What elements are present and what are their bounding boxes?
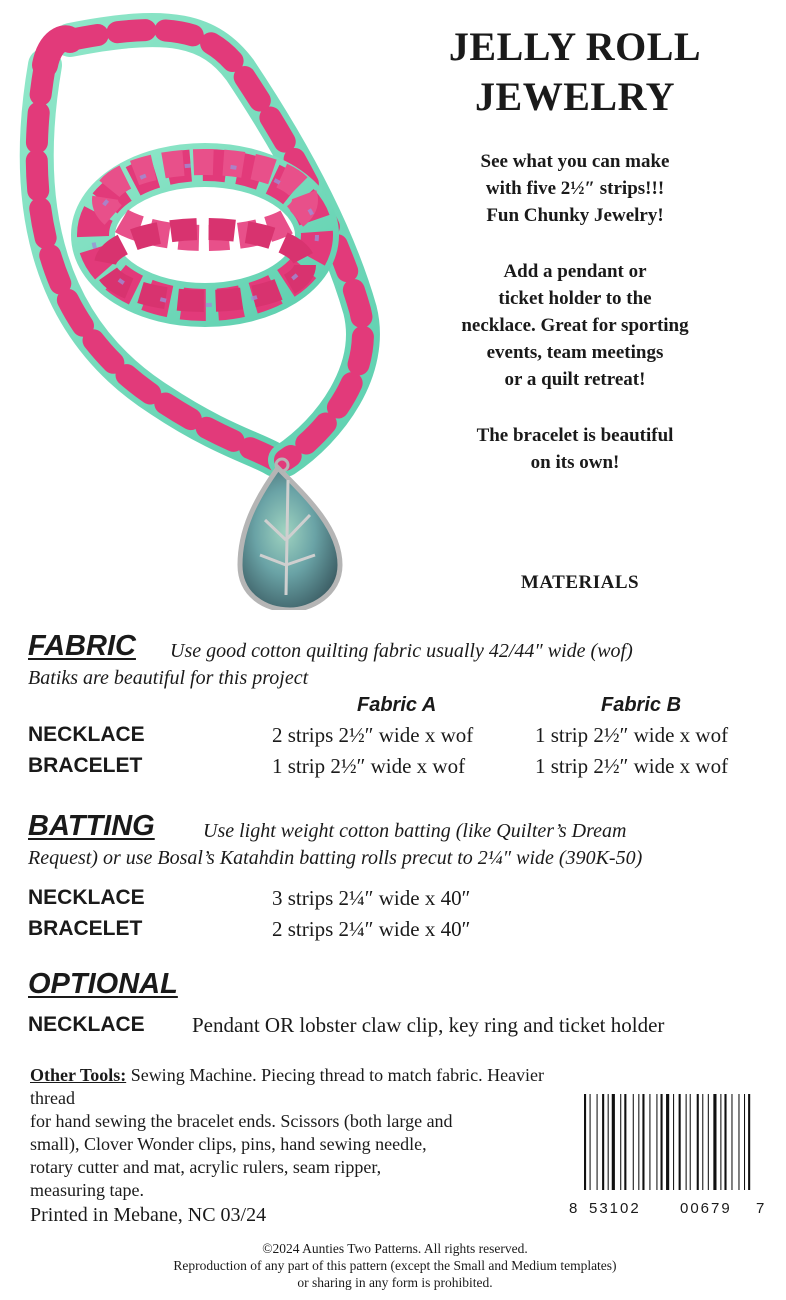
intro-paragraph-3 bbox=[400, 422, 750, 476]
fabric-note-line-1: Use good cotton quilting fabric usually 42/44″ wide (wof) bbox=[170, 640, 633, 662]
page-title bbox=[400, 22, 750, 122]
barcode-bar bbox=[608, 1094, 609, 1190]
intro-paragraph-2 bbox=[400, 258, 750, 393]
pendant bbox=[240, 459, 340, 610]
other-tools-text: Sewing Machine. Piecing thread to match fabric. Heavier thread bbox=[30, 1065, 545, 1108]
barcode-bar bbox=[661, 1094, 663, 1190]
intro-p1-line: See what you can make bbox=[480, 151, 670, 172]
fabric-b-column-header: Fabric B bbox=[601, 694, 682, 716]
footer-line: ©2024 Aunties Two Patterns. All rights reserved. bbox=[262, 1241, 528, 1256]
optional-necklace-value: Pendant OR lobster claw clip, key ring and ticket holder bbox=[192, 1013, 665, 1037]
barcode-bar bbox=[590, 1094, 591, 1190]
barcode-bar bbox=[690, 1094, 691, 1190]
copyright-footer bbox=[60, 1240, 730, 1291]
fabric-heading: FABRIC bbox=[28, 630, 136, 662]
batting-necklace-label: NECKLACE bbox=[28, 886, 145, 909]
barcode-lead-digit: 8 bbox=[569, 1200, 578, 1217]
barcode-bar bbox=[713, 1094, 716, 1190]
barcode-bar bbox=[649, 1094, 650, 1190]
intro-paragraph-1 bbox=[400, 148, 750, 229]
batting-bracelet-value: 2 strips 2¼″ wide x 40″ bbox=[272, 917, 471, 941]
intro-p2-line: or a quilt retreat! bbox=[504, 369, 646, 390]
barcode-bar bbox=[720, 1094, 721, 1190]
fabric-note-line-2: Batiks are beautiful for this project bbox=[28, 667, 309, 689]
barcode-bar bbox=[624, 1094, 626, 1190]
barcode-bar bbox=[744, 1094, 745, 1190]
barcode-bar bbox=[638, 1094, 639, 1190]
fabric-necklace-label: NECKLACE bbox=[28, 723, 145, 746]
fabric-bracelet-label: BRACELET bbox=[28, 754, 143, 777]
barcode-bar bbox=[656, 1094, 657, 1190]
intro-p2-line: Add a pendant or bbox=[503, 261, 647, 282]
fabric-a-column-header: Fabric A bbox=[357, 694, 437, 716]
title-line-2: JEWELRY bbox=[475, 74, 675, 119]
footer-line: or sharing in any form is prohibited. bbox=[297, 1275, 493, 1290]
barcode bbox=[582, 1094, 762, 1190]
barcode-left-digits: 53102 bbox=[589, 1200, 641, 1217]
barcode-bar bbox=[738, 1094, 739, 1190]
barcode-bar bbox=[597, 1094, 598, 1190]
title-line-1: JELLY ROLL bbox=[448, 24, 702, 69]
barcode-bar bbox=[708, 1094, 709, 1190]
optional-necklace-label: NECKLACE bbox=[28, 1013, 145, 1036]
barcode-bar bbox=[620, 1094, 621, 1190]
barcode-bar bbox=[679, 1094, 681, 1190]
batting-heading: BATTING bbox=[28, 810, 155, 842]
intro-p1-line: Fun Chunky Jewelry! bbox=[486, 205, 664, 226]
barcode-bar bbox=[612, 1094, 615, 1190]
intro-p2-line: ticket holder to the bbox=[498, 288, 652, 309]
other-tools-paragraph bbox=[30, 1064, 570, 1202]
intro-p3-line: The bracelet is beautiful bbox=[476, 425, 674, 446]
other-tools-line: measuring tape. bbox=[30, 1180, 144, 1200]
other-tools-line: for hand sewing the bracelet ends. Scissors (both large and bbox=[30, 1111, 453, 1131]
barcode-bar bbox=[602, 1094, 604, 1190]
other-tools-line: rotary cutter and mat, acrylic rulers, seam ripper, bbox=[30, 1157, 382, 1177]
barcode-bar bbox=[584, 1094, 586, 1190]
barcode-bar bbox=[731, 1094, 732, 1190]
barcode-bar bbox=[673, 1094, 674, 1190]
batting-note-line-1: Use light weight cotton batting (like Quilter’s Dream bbox=[203, 820, 627, 842]
intro-p2-line: events, team meetings bbox=[486, 342, 664, 363]
barcode-bar bbox=[666, 1094, 669, 1190]
batting-note-line-2: Request) or use Bosal’s Katahdin batting rolls precut to 2¼″ wide (390K-50) bbox=[28, 847, 643, 869]
barcode-bar bbox=[724, 1094, 726, 1190]
barcode-bar bbox=[633, 1094, 634, 1190]
other-tools-line bbox=[30, 1064, 570, 1110]
footer-line: Reproduction of any part of this pattern (except the Small and Medium templates) bbox=[173, 1258, 617, 1273]
fabric-bracelet-a: 1 strip 2½″ wide x wof bbox=[272, 754, 466, 778]
barcode-check-digit: 7 bbox=[756, 1200, 765, 1217]
printed-location-date: Printed in Mebane, NC 03/24 bbox=[30, 1204, 267, 1226]
batting-bracelet-label: BRACELET bbox=[28, 917, 143, 940]
jewelry-photo bbox=[10, 10, 400, 610]
barcode-bar bbox=[642, 1094, 644, 1190]
barcode-bar bbox=[697, 1094, 699, 1190]
fabric-necklace-b: 1 strip 2½″ wide x wof bbox=[535, 723, 729, 747]
intro-p2-line: necklace. Great for sporting bbox=[461, 315, 689, 336]
other-tools-label: Other Tools: bbox=[30, 1065, 127, 1085]
barcode-bar bbox=[702, 1094, 703, 1190]
barcode-bar bbox=[748, 1094, 750, 1190]
fabric-bracelet-b: 1 strip 2½″ wide x wof bbox=[535, 754, 729, 778]
barcode-right-digits: 00679 bbox=[680, 1200, 732, 1217]
batting-necklace-value: 3 strips 2¼″ wide x 40″ bbox=[272, 886, 471, 910]
optional-heading: OPTIONAL bbox=[28, 968, 178, 1000]
intro-p3-line: on its own! bbox=[530, 452, 620, 473]
intro-p1-line: with five 2½″ strips!!! bbox=[485, 178, 665, 199]
materials-heading: MATERIALS bbox=[520, 572, 640, 593]
other-tools-line: small), Clover Wonder clips, pins, hand sewing needle, bbox=[30, 1134, 427, 1154]
barcode-bar bbox=[686, 1094, 687, 1190]
fabric-necklace-a: 2 strips 2½″ wide x wof bbox=[272, 723, 474, 747]
bracelet bbox=[93, 162, 317, 305]
